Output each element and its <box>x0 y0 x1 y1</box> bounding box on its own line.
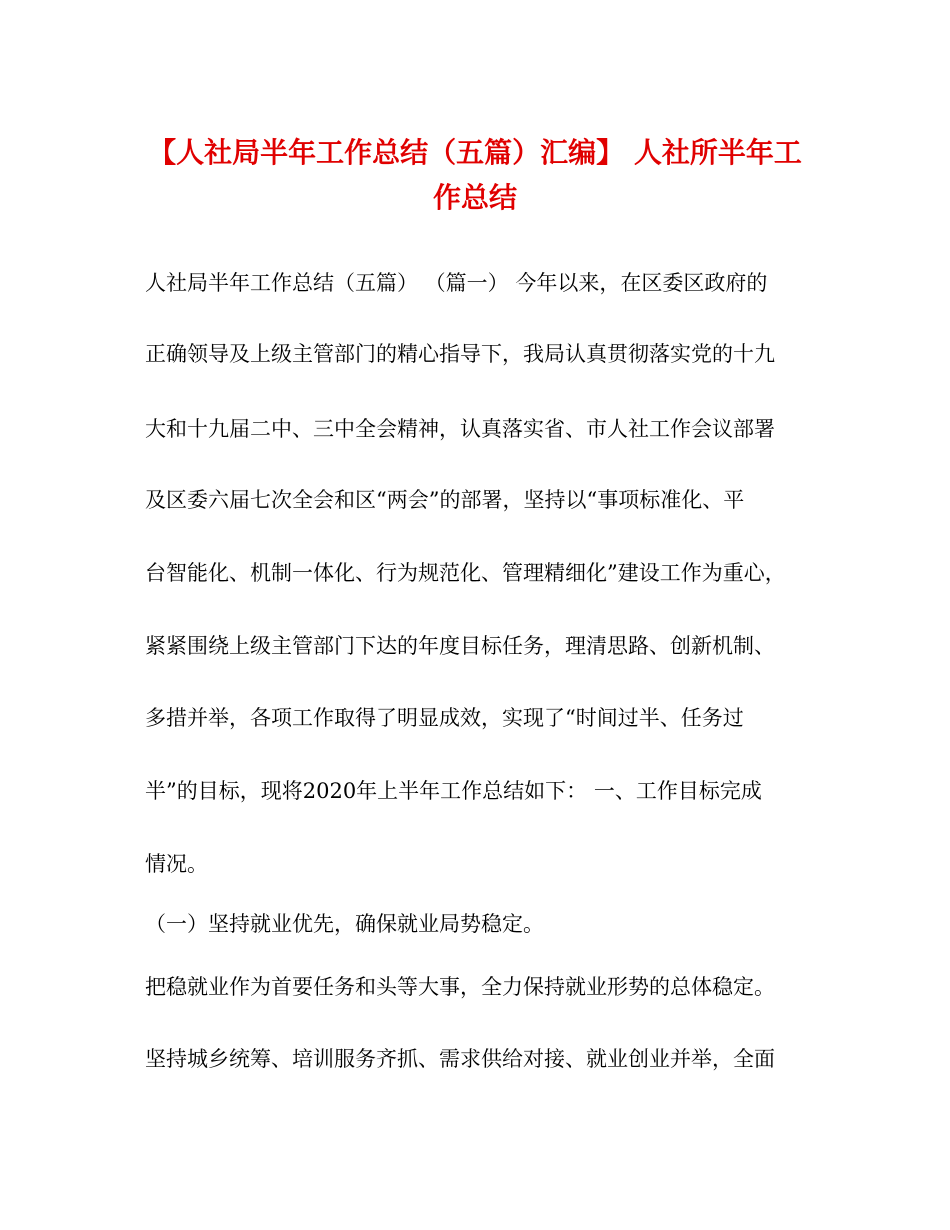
body-line-3: 大和十九届二中、三中全会精神，认真落实省、市人社工作会议部署 <box>145 417 775 441</box>
body-line-1: 人社局半年工作总结（五篇） （篇一） 今年以来，在区委区政府的 <box>145 271 768 295</box>
body-line-11: 坚持城乡统筹、培训服务齐抓、需求供给对接、就业创业并举，全面 <box>145 1047 775 1071</box>
body-line-2: 正确领导及上级主管部门的精心指导下，我局认真贯彻落实党的十九 <box>145 342 775 366</box>
body-line-7: 多措并举，各项工作取得了明显成效，实现了“时间过半、任务过 <box>145 706 744 730</box>
body-line-5: 台智能化、机制一体化、行为规范化、管理精细化”建设工作为重心， <box>145 561 786 585</box>
body-line-6: 紧紧围绕上级主管部门下达的年度目标任务，理清思路、创新机制、 <box>145 634 775 658</box>
body-line-4: 及区委六届七次全会和区“两会”的部署，坚持以“事项标准化、平 <box>145 488 745 512</box>
document-title-line-1: 【人社局半年工作总结（五篇）汇编】 人社所半年工 <box>148 136 802 169</box>
body-line-10: 把稳就业作为首要任务和头等大事，全力保持就业形势的总体稳定。 <box>145 975 775 999</box>
body-line-9: 情况。 <box>145 852 208 876</box>
body-line-8: 半”的目标，现将2020年上半年工作总结如下： 一、工作目标完成 <box>145 779 762 803</box>
document-title-line-2: 作总结 <box>432 181 517 214</box>
section-heading: （一）坚持就业优先，确保就业局势稳定。 <box>145 912 544 936</box>
